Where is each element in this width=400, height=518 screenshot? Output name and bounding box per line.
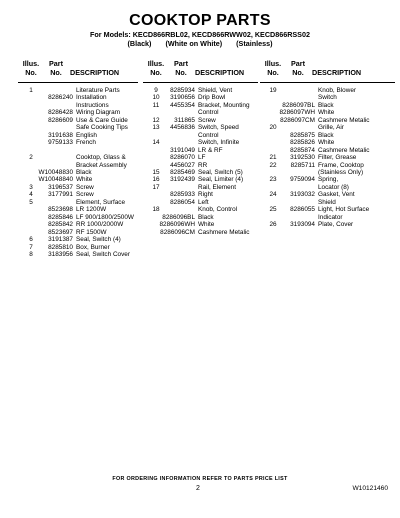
parts-row [18, 229, 138, 236]
parts-row [18, 109, 138, 116]
parts-row [143, 154, 258, 161]
parts-row [143, 199, 258, 206]
part-description: Cashmere Metalic [318, 146, 370, 154]
header-illus-line2: No. [267, 67, 279, 77]
illus-number: 23 [269, 176, 277, 184]
illus-number [143, 199, 169, 206]
illus-number [260, 94, 286, 101]
parts-row [18, 236, 138, 243]
header-description: DESCRIPTION [195, 68, 245, 77]
illus-number [143, 109, 169, 116]
part-number [169, 132, 198, 139]
part-description: Control [198, 131, 219, 139]
part-description: Screw [76, 183, 94, 191]
illus-number: 20 [269, 124, 277, 132]
header-description: DESCRIPTION [70, 68, 120, 77]
part-number: 9759133 [48, 139, 73, 147]
part-description: Cashmere Metalic [318, 116, 370, 124]
parts-row [143, 206, 258, 213]
parts-row [260, 147, 395, 154]
parts-list [260, 87, 395, 229]
parts-row [260, 221, 395, 228]
header-illus-line1: Illus. [264, 59, 282, 68]
parts-column-1 [18, 60, 138, 258]
illus-number: 26 [269, 221, 277, 229]
part-number: 8286054 [170, 198, 195, 206]
part-number [286, 214, 318, 221]
part-number: 9759094 [290, 176, 315, 184]
part-description: Indicator [318, 213, 343, 221]
part-number [44, 154, 76, 161]
illus-number: 18 [152, 206, 160, 214]
parts-row [260, 139, 395, 146]
parts-row [260, 94, 395, 101]
part-number: 4456836 [170, 124, 195, 132]
document-number: W10121460 [352, 485, 388, 492]
parts-row [143, 176, 258, 183]
illus-number [143, 162, 169, 169]
header-part-line2: No. [50, 67, 62, 77]
parts-row [18, 87, 138, 94]
illus-number: 3 [29, 183, 33, 191]
part-description: Safe Cooking Tips [76, 124, 128, 132]
parts-row [18, 214, 138, 221]
part-description: Seal, Switch (4) [76, 236, 121, 244]
illus-number: 16 [152, 176, 160, 184]
part-number: 8285711 [290, 161, 315, 169]
parts-row [260, 191, 395, 198]
illus-number: 21 [269, 154, 277, 162]
part-description: Box, Burner [76, 243, 110, 251]
part-description: LR 1200W [76, 206, 107, 214]
parts-row [143, 132, 258, 139]
illus-number [143, 191, 169, 198]
illus-number [18, 132, 44, 139]
part-number [286, 94, 318, 101]
part-description: Screw [198, 116, 216, 124]
parts-row [18, 206, 138, 213]
part-description: LF [198, 154, 206, 162]
part-description: Cashmere Metalic [198, 228, 250, 236]
parts-row [260, 162, 395, 169]
part-description: Spring, [318, 176, 339, 184]
part-number [286, 87, 318, 94]
part-description: Seal, Switch Cover [76, 250, 130, 258]
part-number: 8286055 [290, 206, 315, 214]
ordering-note: FOR ORDERING INFORMATION REFER TO PARTS PRICE LIST [112, 476, 288, 482]
header-description: DESCRIPTION [312, 68, 362, 77]
part-description: Knob, Blower [318, 87, 357, 94]
parts-row [18, 139, 138, 146]
part-number: 8285934 [170, 87, 195, 94]
parts-row [260, 109, 395, 116]
part-number: 8286097BL [282, 101, 315, 109]
part-description: RF 1500W [76, 228, 107, 236]
illus-number [143, 154, 169, 161]
part-number [44, 162, 76, 169]
parts-row [143, 184, 258, 191]
header-part-line2: No. [292, 67, 304, 77]
header-illus [260, 60, 286, 77]
part-number [169, 139, 198, 146]
part-description: Switch, Infinite [198, 139, 240, 147]
header-illus-line2: No. [25, 67, 37, 77]
part-description: Drip Bowl [198, 94, 226, 102]
variant-stainless: (Stainless) [236, 39, 273, 48]
parts-row [260, 132, 395, 139]
part-description: French [76, 139, 96, 147]
header-illus [18, 60, 44, 77]
part-description: Frame, Cooktop [318, 161, 364, 169]
part-number [169, 184, 198, 191]
illus-number [18, 117, 44, 124]
parts-row [260, 214, 395, 221]
illus-number: 22 [269, 161, 277, 169]
header-part-line2: No. [175, 67, 187, 77]
parts-column-2 [143, 60, 258, 236]
illus-number: 17 [152, 183, 160, 191]
illus-number [260, 184, 286, 191]
part-number: 3192439 [170, 176, 195, 184]
illus-number [18, 162, 44, 169]
illus-number: 9 [154, 87, 158, 94]
part-number: 8285842 [48, 221, 73, 229]
parts-row [143, 94, 258, 101]
parts-row [143, 162, 258, 169]
column-header [260, 60, 395, 83]
part-number: 8286097WH [279, 109, 315, 117]
header-illus-line1: Illus. [147, 59, 165, 68]
header-illus-line2: No. [150, 67, 162, 77]
part-number: 8285846 [48, 213, 73, 221]
part-description: Wiring Diagram [76, 109, 121, 117]
parts-row [18, 176, 138, 183]
part-description: Black [318, 101, 334, 109]
parts-row [260, 176, 395, 183]
parts-row [143, 124, 258, 131]
part-number: 8285826 [290, 139, 315, 147]
part-number: W10048840 [38, 176, 73, 184]
illus-number: 6 [29, 236, 33, 244]
part-description [76, 147, 138, 154]
part-description: White [318, 109, 335, 117]
page-title: COOKTOP PARTS [129, 12, 271, 29]
part-number [44, 199, 76, 206]
part-description: White [76, 176, 93, 184]
parts-row [143, 117, 258, 124]
part-description: Seal, Switch (5) [198, 168, 243, 176]
part-description: Bracket Assembly [76, 161, 127, 169]
part-number: W10048830 [38, 168, 73, 176]
parts-row [18, 169, 138, 176]
part-description: English [76, 131, 97, 139]
header-part [171, 60, 191, 77]
part-number: 8285469 [170, 168, 195, 176]
part-number [286, 124, 318, 131]
illus-number: 10 [152, 94, 160, 102]
part-number [286, 199, 318, 206]
illus-number: 25 [269, 206, 277, 214]
part-number: 4456027 [170, 161, 195, 169]
illus-number [18, 221, 44, 228]
parts-row [18, 154, 138, 161]
illus-number [260, 214, 286, 221]
parts-row [18, 251, 138, 258]
part-number: 8286096WH [159, 221, 195, 229]
part-number: 3183956 [48, 250, 73, 258]
illus-number [18, 147, 44, 154]
part-number: 8286240 [48, 94, 73, 102]
part-number [169, 109, 198, 116]
illus-number [260, 132, 286, 139]
part-description: Literature Parts [76, 87, 120, 94]
part-number [286, 169, 318, 176]
part-number: 3193094 [290, 221, 315, 229]
part-number: 8286097CM [280, 116, 315, 124]
part-number: 8286096BL [162, 213, 195, 221]
part-number [44, 124, 76, 131]
illus-number [18, 94, 44, 101]
part-number: 311865 [174, 116, 195, 124]
illus-number [18, 124, 44, 131]
part-number [44, 102, 76, 109]
parts-row [260, 184, 395, 191]
parts-row [260, 124, 395, 131]
illus-number [18, 214, 44, 221]
parts-row [18, 124, 138, 131]
part-description: Left [198, 198, 209, 206]
illus-number [143, 132, 169, 139]
header-illus [143, 60, 169, 77]
parts-row [18, 102, 138, 109]
illus-number [143, 147, 169, 154]
parts-list [143, 87, 258, 236]
illus-number: 14 [152, 139, 160, 147]
illus-number: 12 [152, 116, 160, 124]
column-header [143, 60, 258, 83]
parts-column-3 [260, 60, 395, 229]
part-description: Knob, Control [198, 206, 238, 214]
part-number [44, 87, 76, 94]
column-header [18, 60, 138, 83]
variant-black: (Black) [127, 39, 152, 48]
part-number: 8286609 [48, 116, 73, 124]
part-number: 8285874 [290, 146, 315, 154]
illus-number [260, 169, 286, 176]
page-number: 2 [196, 485, 200, 492]
part-number: 8286096CM [160, 228, 195, 236]
part-description: Cooktop, Glass & [76, 154, 126, 162]
part-description: Installation [76, 94, 107, 102]
illus-number [18, 139, 44, 146]
part-description: (Stainless Only) [318, 168, 364, 176]
part-description: White [198, 221, 215, 229]
variant-white: (White on White) [165, 39, 223, 48]
part-description: Right [198, 191, 213, 199]
part-number: 3196537 [48, 183, 73, 191]
part-description: LF 900/1800/2500W [76, 213, 134, 221]
parts-row [143, 169, 258, 176]
part-number: 3191387 [48, 236, 73, 244]
part-description: Switch, Speed [198, 124, 239, 132]
part-description: Plate, Cover [318, 221, 354, 229]
part-description: Black [198, 213, 214, 221]
part-number: 3177991 [48, 191, 73, 199]
parts-row [18, 132, 138, 139]
part-description: Locator (8) [318, 183, 349, 191]
illus-number: 7 [29, 243, 33, 251]
variants-line [0, 39, 400, 48]
header-part [46, 60, 66, 77]
part-description: Shield, Vent [198, 87, 233, 94]
illus-number: 1 [29, 87, 33, 94]
part-description: Switch [318, 94, 337, 102]
parts-row [260, 117, 395, 124]
illus-number [18, 102, 44, 109]
illus-number: 5 [29, 198, 33, 206]
illus-number [18, 206, 44, 213]
parts-row [18, 221, 138, 228]
part-description: Screw [76, 191, 94, 199]
part-description: Bracket, Mounting [198, 101, 250, 109]
parts-row [143, 191, 258, 198]
part-number: 8286070 [170, 154, 195, 162]
parts-row [260, 87, 395, 94]
parts-row [143, 139, 258, 146]
illus-number: 2 [29, 154, 33, 162]
part-number: 3191638 [48, 131, 73, 139]
part-description: Element, Surface [76, 198, 126, 206]
parts-row [260, 199, 395, 206]
part-number: 8523697 [48, 228, 73, 236]
illus-number [260, 199, 286, 206]
part-number: 4455354 [170, 101, 195, 109]
header-part-line1: Part [49, 59, 63, 68]
header-illus-line1: Illus. [22, 59, 40, 68]
part-description: Shield [318, 198, 336, 206]
parts-row [18, 162, 138, 169]
part-number: 3190656 [170, 94, 195, 102]
illus-number [260, 147, 286, 154]
parts-row [260, 206, 395, 213]
part-description: RR [198, 161, 208, 169]
parts-row [143, 229, 258, 236]
part-description: Use & Care Guide [76, 116, 128, 124]
parts-row [143, 221, 258, 228]
illus-number: 8 [29, 250, 33, 258]
parts-row [143, 147, 258, 154]
parts-row [260, 102, 395, 109]
parts-row [18, 147, 138, 154]
parts-row [260, 154, 395, 161]
parts-list [18, 87, 138, 258]
parts-row [143, 109, 258, 116]
part-number [286, 184, 318, 191]
part-number: 8285875 [290, 131, 315, 139]
part-description: Seal, Limiter (4) [198, 176, 244, 184]
parts-row [18, 244, 138, 251]
header-part-line1: Part [174, 59, 188, 68]
models-line: For Models: KECD866RBL02, KECD866RWW02, KECD866RSS02 [90, 30, 310, 39]
parts-row [143, 102, 258, 109]
part-description: RR 1000/2000W [76, 221, 124, 229]
part-description: Instructions [76, 101, 109, 109]
part-number: 3193032 [290, 191, 315, 199]
part-number: 8285933 [170, 191, 195, 199]
part-description: Gasket, Vent [318, 191, 355, 199]
illus-number [18, 109, 44, 116]
part-description: Filter, Grease [318, 154, 357, 162]
parts-row [143, 87, 258, 94]
part-description: Black [76, 168, 92, 176]
parts-row [260, 169, 395, 176]
illus-number: 11 [152, 101, 160, 109]
illus-number: 4 [29, 191, 33, 199]
header-part [288, 60, 308, 77]
parts-row [143, 214, 258, 221]
part-description: Black [318, 131, 334, 139]
part-number [169, 206, 198, 213]
illus-number [18, 229, 44, 236]
parts-row [18, 199, 138, 206]
part-description: Grille, Air [318, 124, 344, 132]
parts-row [18, 117, 138, 124]
part-number: 8286428 [48, 109, 73, 117]
header-part-line1: Part [291, 59, 305, 68]
part-description: Control [198, 109, 219, 117]
illus-number: 15 [152, 168, 160, 176]
part-number: 3191049 [170, 146, 195, 154]
part-description: Rail, Element [198, 183, 237, 191]
illus-number [260, 139, 286, 146]
parts-row [18, 191, 138, 198]
part-number: 3192530 [290, 154, 315, 162]
parts-row [18, 184, 138, 191]
part-description: Light, Hot Surface [318, 206, 370, 214]
part-number: 8523698 [48, 206, 73, 214]
part-description: White [318, 139, 335, 147]
part-number [44, 147, 76, 154]
illus-number: 24 [269, 191, 277, 199]
illus-number: 13 [152, 124, 160, 132]
part-number: 8285810 [48, 243, 73, 251]
parts-row [18, 94, 138, 101]
illus-number: 19 [269, 87, 277, 94]
part-description: LR & RF [198, 146, 223, 154]
